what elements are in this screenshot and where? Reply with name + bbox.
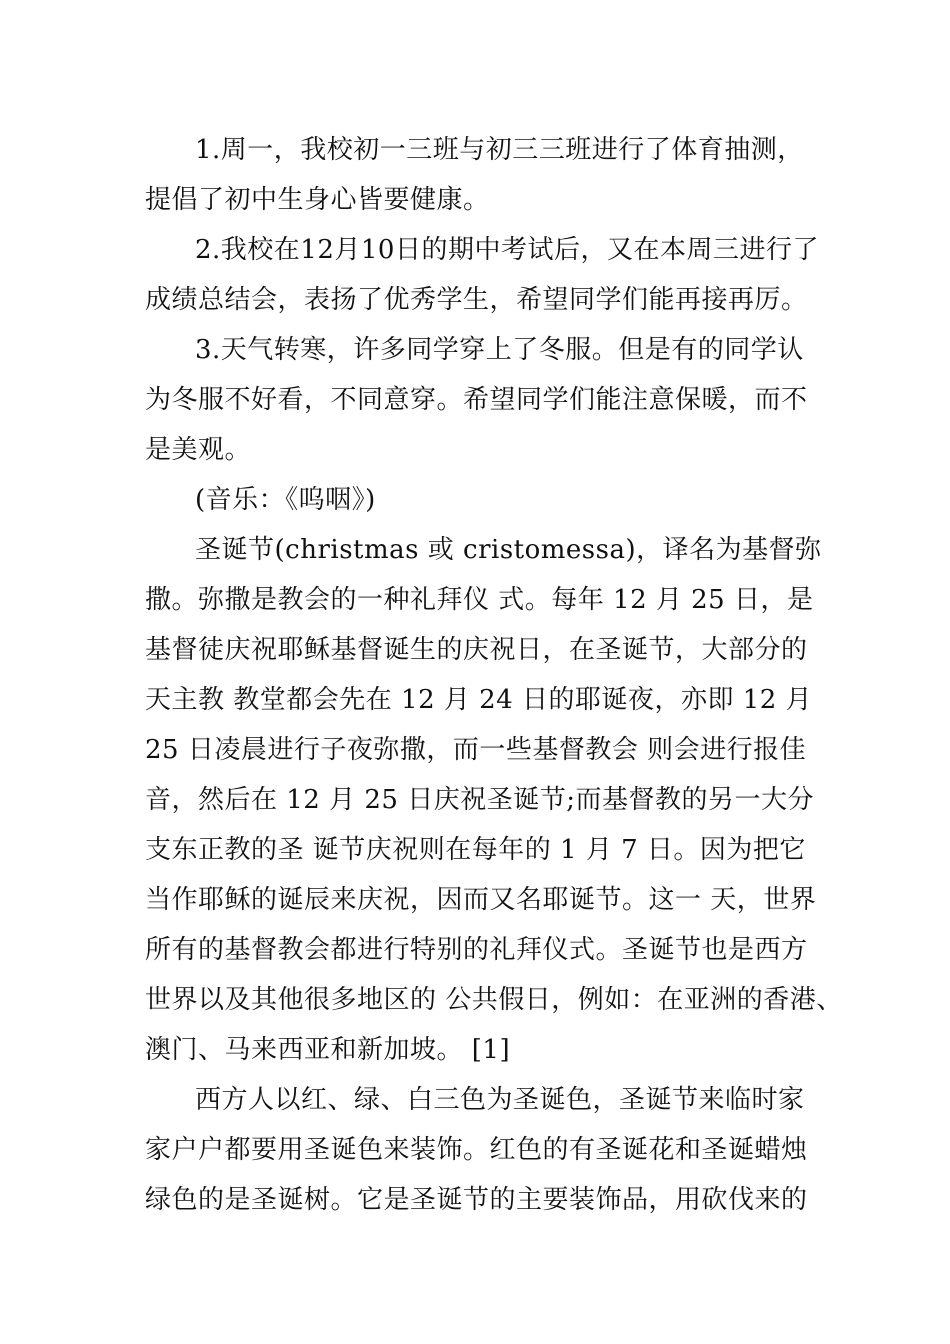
paragraph-1-line-2: 提倡了初中生身心皆要健康。 <box>145 185 490 215</box>
paragraph-6-line-2: 家户户都要用圣诞色来装饰。红色的有圣诞花和圣诞蜡烛 <box>145 1135 808 1165</box>
paragraph-5-line-3: 基督徒庆祝耶稣基督诞生的庆祝日，在圣诞节，大部分的 <box>145 635 808 665</box>
paragraph-3-line-1: 3.天气转寒，许多同学穿上了冬服。但是有的同学认 <box>195 335 804 365</box>
paragraph-5-line-8: 当作耶稣的诞辰来庆祝，因而又名耶诞节。这一 天，世界 <box>145 885 817 915</box>
paragraph-5-line-7: 支东正教的圣 诞节庆祝则在每年的 1 月 7 日。因为把它 <box>145 835 806 865</box>
paragraph-5-line-4: 天主教 教堂都会先在 12 月 24 日的耶诞夜，亦即 12 月 <box>145 685 813 715</box>
paragraph-3-line-3: 是美观。 <box>145 435 252 465</box>
paragraph-3-line-2: 为冬服不好看，不同意穿。希望同学们能注意保暖，而不 <box>145 385 808 415</box>
paragraph-2-line-2: 成绩总结会，表扬了优秀学生，希望同学们能再接再厉。 <box>145 285 808 315</box>
paragraph-5-line-1: 圣诞节(christmas 或 cristomessa)，译名为基督弥 <box>195 535 822 565</box>
paragraph-6-line-1: 西方人以红、绿、白三色为圣诞色，圣诞节来临时家 <box>195 1085 805 1115</box>
paragraph-5-line-5: 25 日凌晨进行子夜弥撒，而一些基督教会 则会进行报佳 <box>145 735 807 765</box>
paragraph-5-line-9: 所有的基督教会都进行特别的礼拜仪式。圣诞节也是西方 <box>145 935 808 965</box>
paragraph-6-line-3: 绿色的是圣诞树。它是圣诞节的主要装饰品，用砍伐来的 <box>145 1185 808 1215</box>
paragraph-5-line-2: 撒。弥撒是教会的一种礼拜仪 式。每年 12 月 25 日，是 <box>145 585 814 615</box>
paragraph-5-line-6: 音，然后在 12 月 25 日庆祝圣诞节;而基督教的另一大分 <box>145 785 814 815</box>
paragraph-5-line-11: 澳门、马来西亚和新加坡。 [1] <box>145 1035 511 1065</box>
paragraph-2-line-1: 2.我校在12月10日的期中考试后，又在本周三进行了 <box>195 235 819 265</box>
music-note-line: (音乐：《呜咽》) <box>195 485 376 515</box>
paragraph-1-line-1: 1.周一，我校初一三班与初三三班进行了体育抽测， <box>195 135 804 165</box>
paragraph-5-line-10: 世界以及其他很多地区的 公共假日，例如：在亚洲的香港、 <box>145 985 843 1015</box>
